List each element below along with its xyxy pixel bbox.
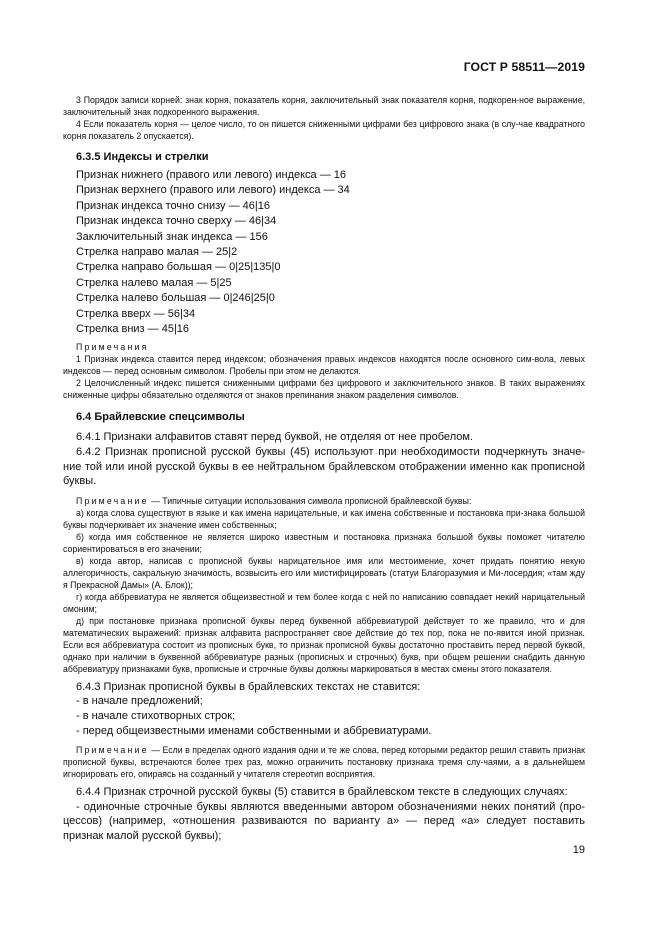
notes-label: Примечания xyxy=(76,342,149,353)
note-item: г) когда аббревиатура не является общеизвестной и тем более когда с ней по написанию совпадает некий нарицательный омоним; xyxy=(63,591,585,614)
note-label: Примечание xyxy=(76,495,149,506)
note-item: в) когда автор, написав с прописной буквы нарицательное имя или местоимение, хочет придать понятию некую аллегоричность, сакральную значимость, возвысить его или мистифицировать (статуи Благоразумия и Ми-лосердия; «там жду я Прекрасной Дамы» (А. Блок)); xyxy=(63,555,585,590)
note-capital-intro xyxy=(63,495,585,507)
list-item: - перед общеизвестными именами собственными и аббревиатурами. xyxy=(76,724,432,737)
list-item: Стрелка направо малая — 25|2 xyxy=(76,246,238,259)
paragraph-643: 6.4.3 Признак прописной буквы в брайлевских текстах не ставится: xyxy=(76,680,421,693)
list-item: - в начале стихотворных строк; xyxy=(76,710,236,723)
note-item: 2 Целочисленный индекс пишется сниженными цифрами без цифрового и заключительного знаков. В таких выражениях сниженные цифры обязательно отделяются от знаков препинания знаком разделения символов. xyxy=(63,378,585,401)
list-item: Стрелка налево малая — 5|25 xyxy=(76,276,232,289)
paragraph-644: 6.4.4 Признак строчной русской буквы (5) ставится в брайлевском тексте в следующих случаях: xyxy=(76,786,568,799)
page-content xyxy=(63,94,585,844)
section-heading-64 xyxy=(76,411,585,423)
list-item: Стрелка вверх — 56|34 xyxy=(76,307,196,320)
note-text: — Типичные ситуации использования символа прописной брайлевской буквы: xyxy=(148,495,472,506)
note-label: Примечание xyxy=(76,745,149,756)
paragraph-641: 6.4.1 Признаки алфавитов ставят перед буквой, не отделяя от нее пробелом. xyxy=(76,431,473,444)
index-arrow-list xyxy=(63,168,585,337)
list-item: Признак индекса точно снизу — 46|16 xyxy=(76,199,270,212)
section-number: 6.4 xyxy=(76,411,92,424)
note-capital-limit xyxy=(63,744,585,780)
note-item: д) при постановке признака прописной буквы перед буквенной аббревиатурой действует то же правило, что и для математических выражений: признак алфавита распространяет свое действие до тех пор, пока не по-явится иной признак. Если вся аббревиатура состоит из прописных букв, то признак прописной буквы достаточно проставить перед первой буквой, однако при наличии в буквенной аббревиатуре разных (прописных и строчных) букв, при общем решении снабдить данную аббревиатуру признаками букв, прописные и строчные буквы должны маркироваться в местах смены этого показателя. xyxy=(63,615,585,674)
root-note-4: 4 Если показатель корня — целое число, то он пишется сниженными цифрами без цифрового знака (в слу-чае квадратного корня показатель 2 опускается). xyxy=(63,119,585,141)
section-heading-635 xyxy=(76,151,585,163)
section-number: 6.3.5 xyxy=(76,151,101,163)
list-item: Заключительный знак индекса — 156 xyxy=(76,230,268,243)
paragraph-642: 6.4.2 Признак прописной русской буквы (45) используют при необходимости подчеркнуть значе-ние той или иной русской буквы в ее нейтральном брайлевском отображении именно как прописной буквы. xyxy=(63,446,585,488)
note-item: б) когда имя собственное не является широко известным и постановка признака большой буквы поможет читателю сориентироваться в его значении; xyxy=(63,531,585,554)
note-item: а) когда слова существуют в языке и как имена нарицательные, и как имена собственные и постановка при-знака большой буквы подчеркивает их значение имен собственных; xyxy=(63,507,585,530)
list-item: Признак верхнего (правого или левого) индекса — 34 xyxy=(76,184,350,197)
root-note-3: 3 Порядок записи корней: знак корня, показатель корня, заключительный знак показателя корня, подкорен-ное выражение, заключительный знак подкоренного выражения. xyxy=(63,95,585,117)
list-item: Стрелка вниз — 45|16 xyxy=(76,323,190,336)
note-item: 1 Признак индекса ставится перед индексом; обозначения правых индексов находятся после основного сим-вола, левых индексов — перед основным символом. Пробелы при этом не делаются. xyxy=(63,354,585,377)
note-text: — Если в пределах одного издания одни и те же слова, перед которыми редактор решил ставить признак прописной буквы, встречаются более трех раз, можно ограничить постановку признака тремя слу-чаями, а в дальнейшем игнорировать его, опираясь на созданный у читателя стереотип восприятия. xyxy=(63,745,585,780)
list-item: Признак индекса точно сверху — 46|34 xyxy=(76,215,277,228)
list-item: - в начале предложений; xyxy=(76,695,203,708)
document-header: ГОСТ Р 58511—2019 xyxy=(463,60,585,74)
list-item: Стрелка налево большая — 0|246|25|0 xyxy=(76,292,275,305)
page-number: 19 xyxy=(572,844,585,856)
section-title: Брайлевские спецсимволы xyxy=(94,411,245,424)
list-item: - одиночные строчные буквы являются введенными автором обозначениями неких понятий (про-цессов) (например, «отношения развиваются по варианту а» — перед «а» следует поставить признак малой русской буквы); xyxy=(63,800,585,842)
section-title: Индексы и стрелки xyxy=(103,151,209,163)
list-item: Признак нижнего (правого или левого) индекса — 16 xyxy=(76,169,347,181)
list-item: Стрелка направо большая — 0|25|135|0 xyxy=(76,261,281,274)
